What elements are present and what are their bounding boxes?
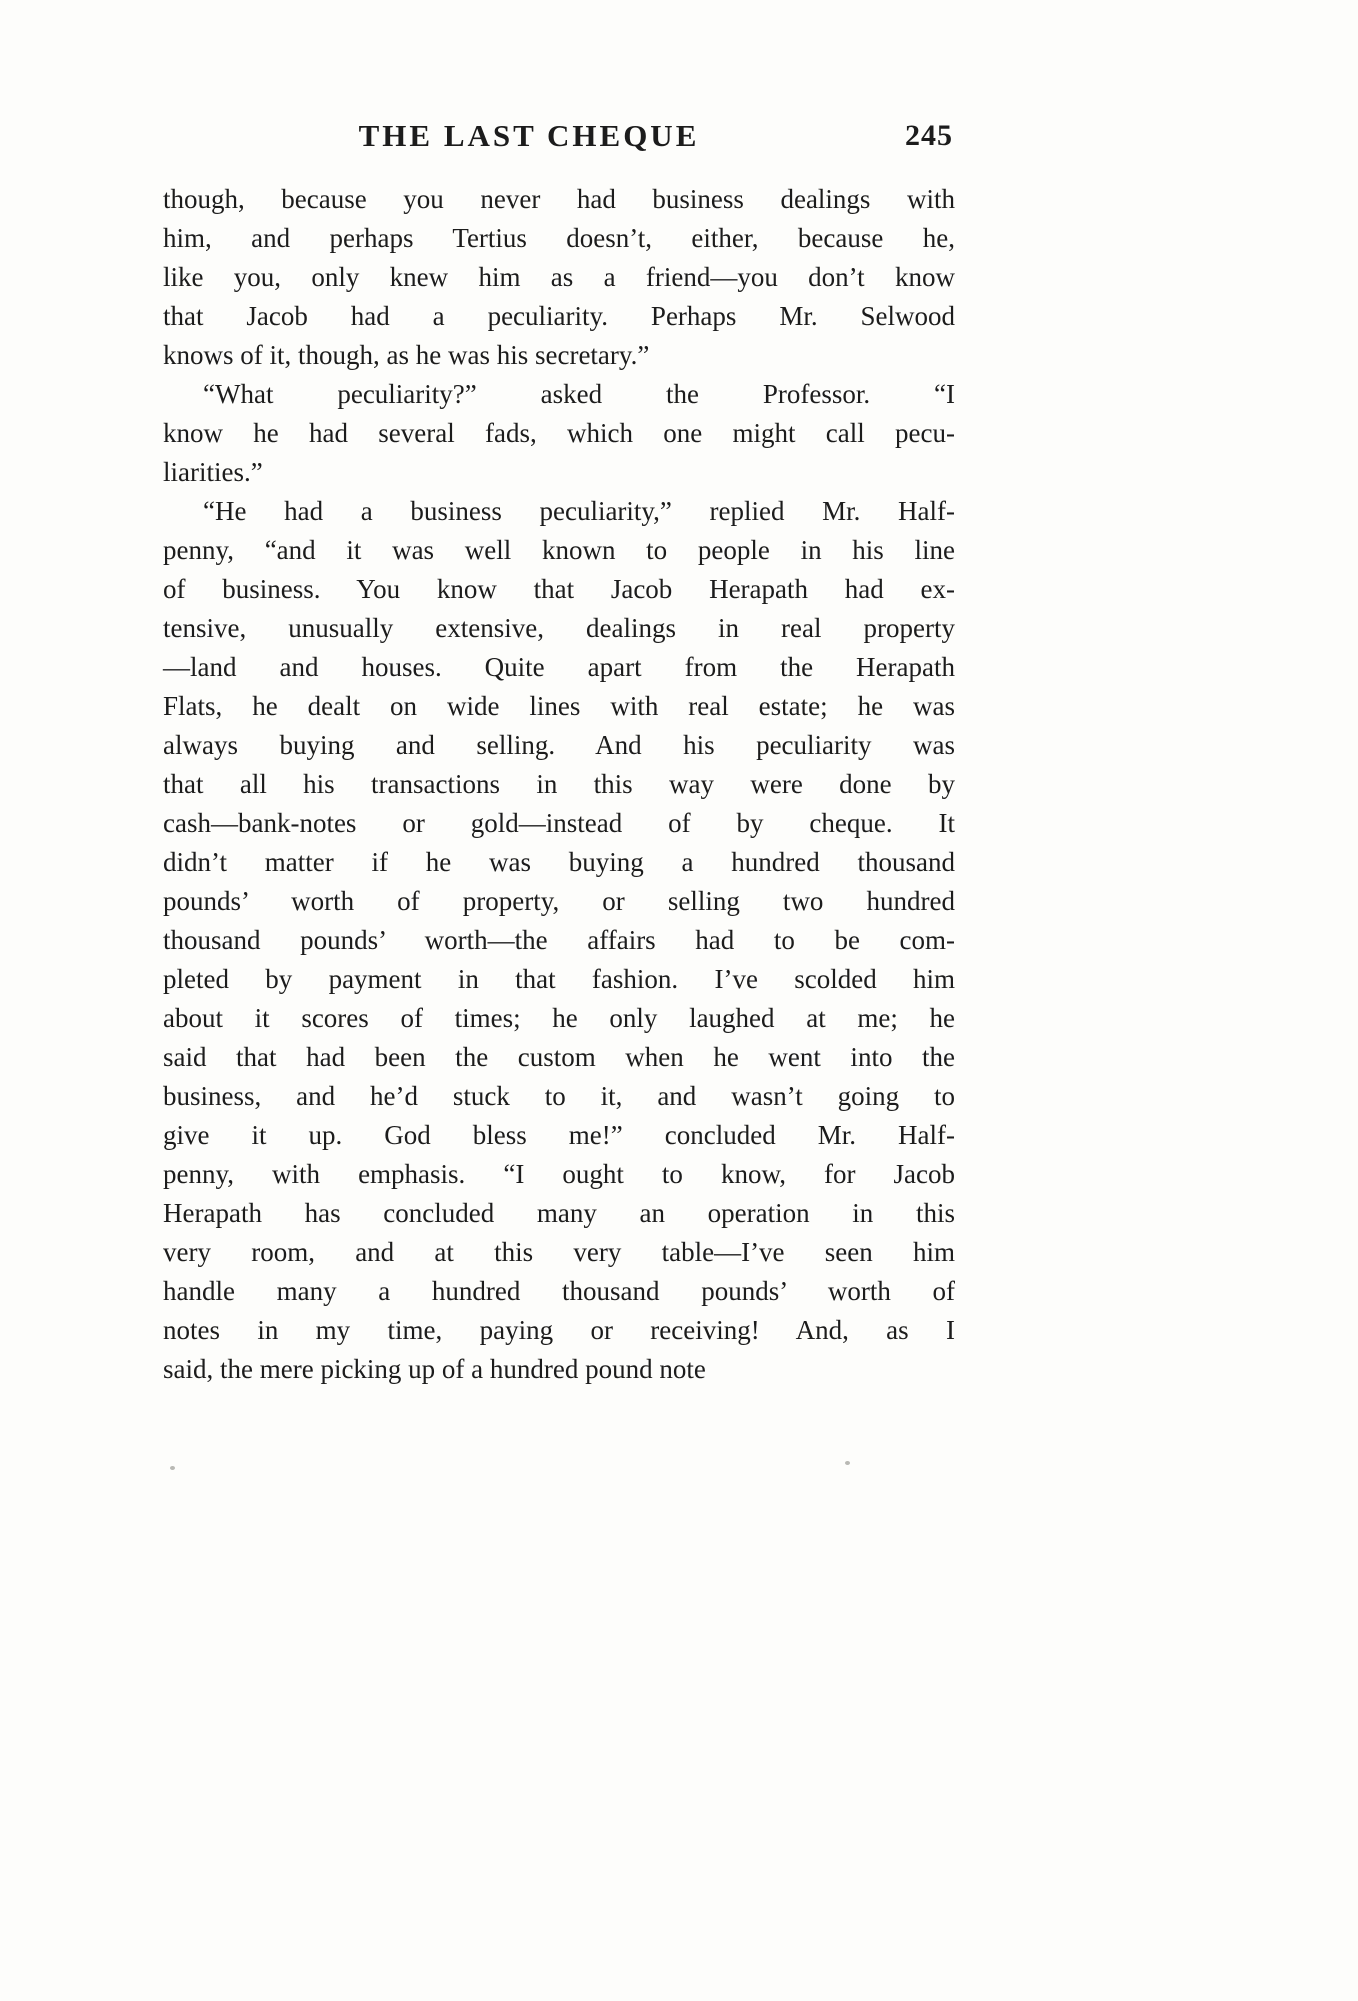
paragraph	[163, 375, 955, 492]
text-line: tensive, unusually extensive, dealings in real property	[163, 613, 955, 643]
text-line: said, the mere picking up of a hundred pound note	[163, 1354, 706, 1384]
text-line: like you, only knew him as a friend—you don’t know	[163, 262, 955, 292]
text-line: pleted by payment in that fashion. I’ve scolded him	[163, 964, 955, 994]
paragraph	[163, 180, 955, 375]
text-line: know he had several fads, which one might call pecu-	[163, 418, 955, 448]
text-line: —land and houses. Quite apart from the Herapath	[163, 652, 955, 682]
text-line: though, because you never had business dealings with	[163, 184, 955, 214]
text-line: give it up. God bless me!” concluded Mr. Half-	[163, 1120, 955, 1150]
text-line: that all his transactions in this way were done by	[163, 769, 955, 799]
text-line: thousand pounds’ worth—the affairs had to be com-	[163, 925, 955, 955]
text-line: of business. You know that Jacob Herapath had ex-	[163, 574, 955, 604]
text-line: penny, “and it was well known to people in his line	[163, 535, 955, 565]
text-line: him, and perhaps Tertius doesn’t, either, because he,	[163, 223, 955, 253]
running-header	[163, 118, 955, 162]
paragraph	[163, 492, 955, 1389]
text-line: “What peculiarity?” asked the Professor. “I	[203, 379, 955, 409]
text-line: always buying and selling. And his peculiarity was	[163, 730, 955, 760]
scan-speck	[845, 1461, 850, 1465]
text-line: handle many a hundred thousand pounds’ worth of	[163, 1276, 955, 1306]
text-line: pounds’ worth of property, or selling two hundred	[163, 886, 955, 916]
text-line: liarities.”	[163, 457, 263, 487]
text-line: business, and he’d stuck to it, and wasn’t going to	[163, 1081, 955, 1111]
text-line: penny, with emphasis. “I ought to know, for Jacob	[163, 1159, 955, 1189]
scan-speck	[170, 1466, 175, 1470]
text-line: didn’t matter if he was buying a hundred thousand	[163, 847, 955, 877]
text-line: “He had a business peculiarity,” replied Mr. Half-	[203, 496, 955, 526]
text-line: Flats, he dealt on wide lines with real estate; he was	[163, 691, 955, 721]
text-line: Herapath has concluded many an operation in this	[163, 1198, 955, 1228]
chapter-title: THE LAST CHEQUE	[358, 118, 700, 153]
content-column	[163, 118, 955, 1389]
text-line: about it scores of times; he only laughed at me; he	[163, 1003, 955, 1033]
text-line: notes in my time, paying or receiving! And, as I	[163, 1315, 955, 1345]
text-line: very room, and at this very table—I’ve seen him	[163, 1237, 955, 1267]
text-line: cash—bank-notes or gold—instead of by cheque. It	[163, 808, 955, 838]
page-body	[163, 180, 955, 1389]
text-line: said that had been the custom when he went into the	[163, 1042, 955, 1072]
text-line: that Jacob had a peculiarity. Perhaps Mr. Selwood	[163, 301, 955, 331]
page-number: 245	[905, 119, 953, 152]
text-line: knows of it, though, as he was his secretary.”	[163, 340, 650, 370]
